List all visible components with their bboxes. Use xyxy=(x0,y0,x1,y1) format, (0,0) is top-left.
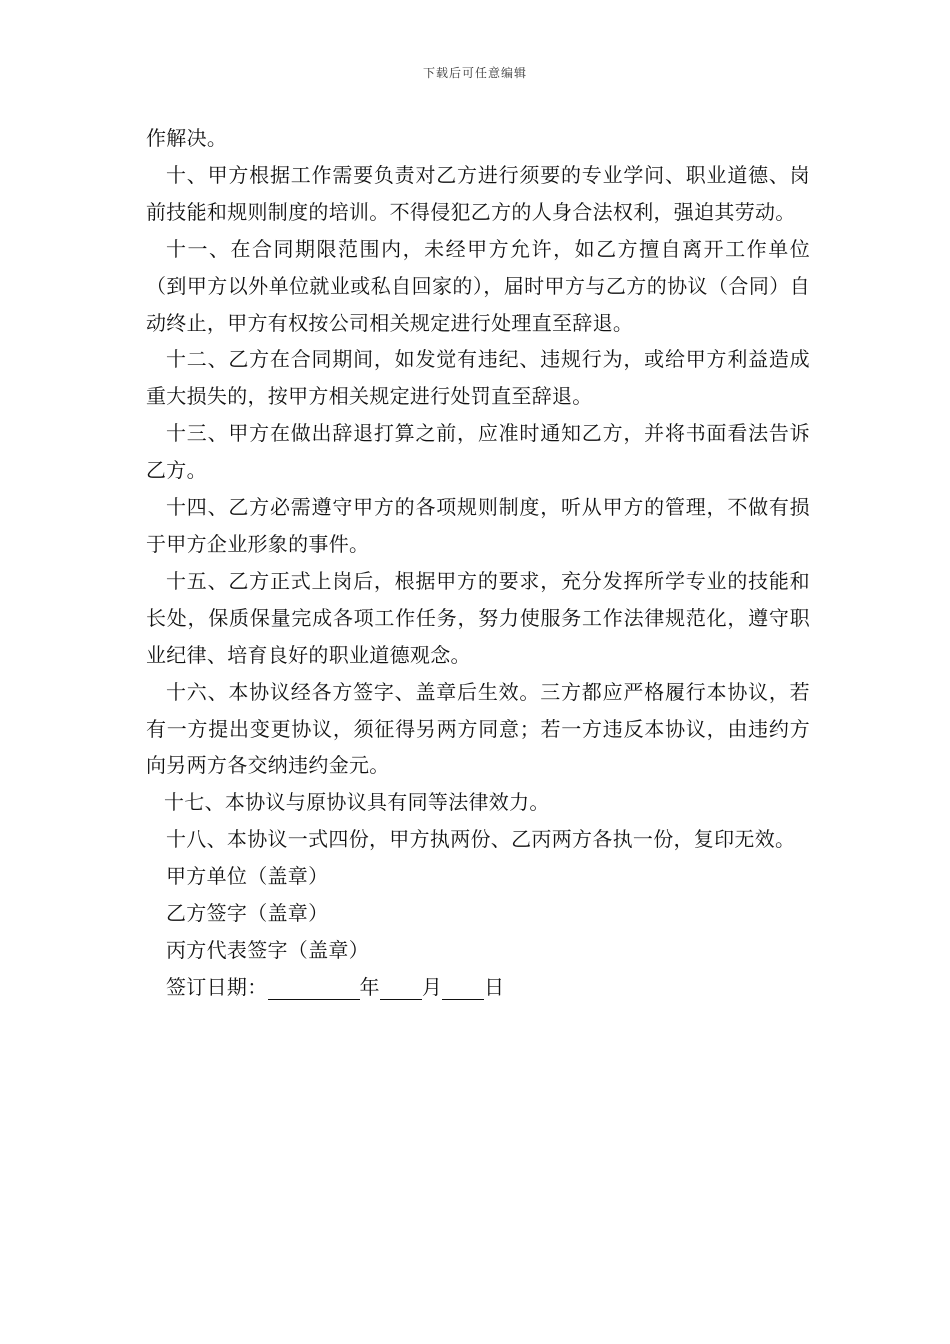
page-header: 下载后可任意编辑 xyxy=(422,66,527,80)
clause-13: 十三、甲方在做出辞退打算之前，应准时通知乙方，并将书面看法告诉乙方。 xyxy=(146,421,810,483)
party-c-signature-label: 丙方代表签字（盖章） xyxy=(166,937,369,962)
clause-11: 十一、在合同期限范围内，未经甲方允许，如乙方擅自离开工作单位（到甲方以外单位就业或私自回家的），届时甲方与乙方的协议（合同）自动终止，甲方有权按公司相关规定进行处理直至辞退。 xyxy=(146,236,810,335)
clause-17: 十七、本协议与原协议具有同等法律效力。 xyxy=(164,790,550,815)
paragraph-continuation: 作解决。 xyxy=(146,126,228,150)
clause-15: 十五、乙方正式上岗后，根据甲方的要求，充分发挥所学专业的技能和长处，保质保量完成各项工作任务，努力使服务工作法律规范化，遵守职业纪律、培育良好的职业道德观念。 xyxy=(146,568,810,667)
month-blank xyxy=(380,977,422,1000)
year-blank xyxy=(268,977,360,1000)
day-blank xyxy=(442,977,484,1000)
clause-14: 十四、乙方必需遵守甲方的各项规则制度，听从甲方的管理，不做有损于甲方企业形象的事件。 xyxy=(146,495,810,556)
clause-16: 十六、本协议经各方签字、盖章后生效。三方都应严格履行本协议，若有一方提出变更协议，须征得另两方同意；若一方违反本协议，由违约方向另两方各交纳违约金元。 xyxy=(146,679,810,778)
clause-18: 十八、本协议一式四份，甲方执两份、乙丙两方各执一份，复印无效。 xyxy=(166,827,796,852)
month-label: 月 xyxy=(421,974,443,999)
clause-10: 十、甲方根据工作需要负责对乙方进行须要的专业学问、职业道德、岗前技能和规则制度的培训。不得侵犯乙方的人身合法权利，强迫其劳动。 xyxy=(146,162,810,224)
day-label: 日 xyxy=(484,974,505,999)
signing-date-label: 签订日期： xyxy=(166,974,268,999)
document-body xyxy=(146,120,810,1006)
party-a-signature-label: 甲方单位（盖章） xyxy=(166,864,329,889)
signing-date-line xyxy=(166,969,810,1006)
signature-block xyxy=(146,858,810,1006)
year-label: 年 xyxy=(359,974,380,999)
clause-12: 十二、乙方在合同期间，如发觉有违纪、违规行为，或给甲方利益造成重大损失的，按甲方相关规定进行处罚直至辞退。 xyxy=(146,347,810,409)
party-b-signature-label: 乙方签字（盖章） xyxy=(166,901,329,926)
